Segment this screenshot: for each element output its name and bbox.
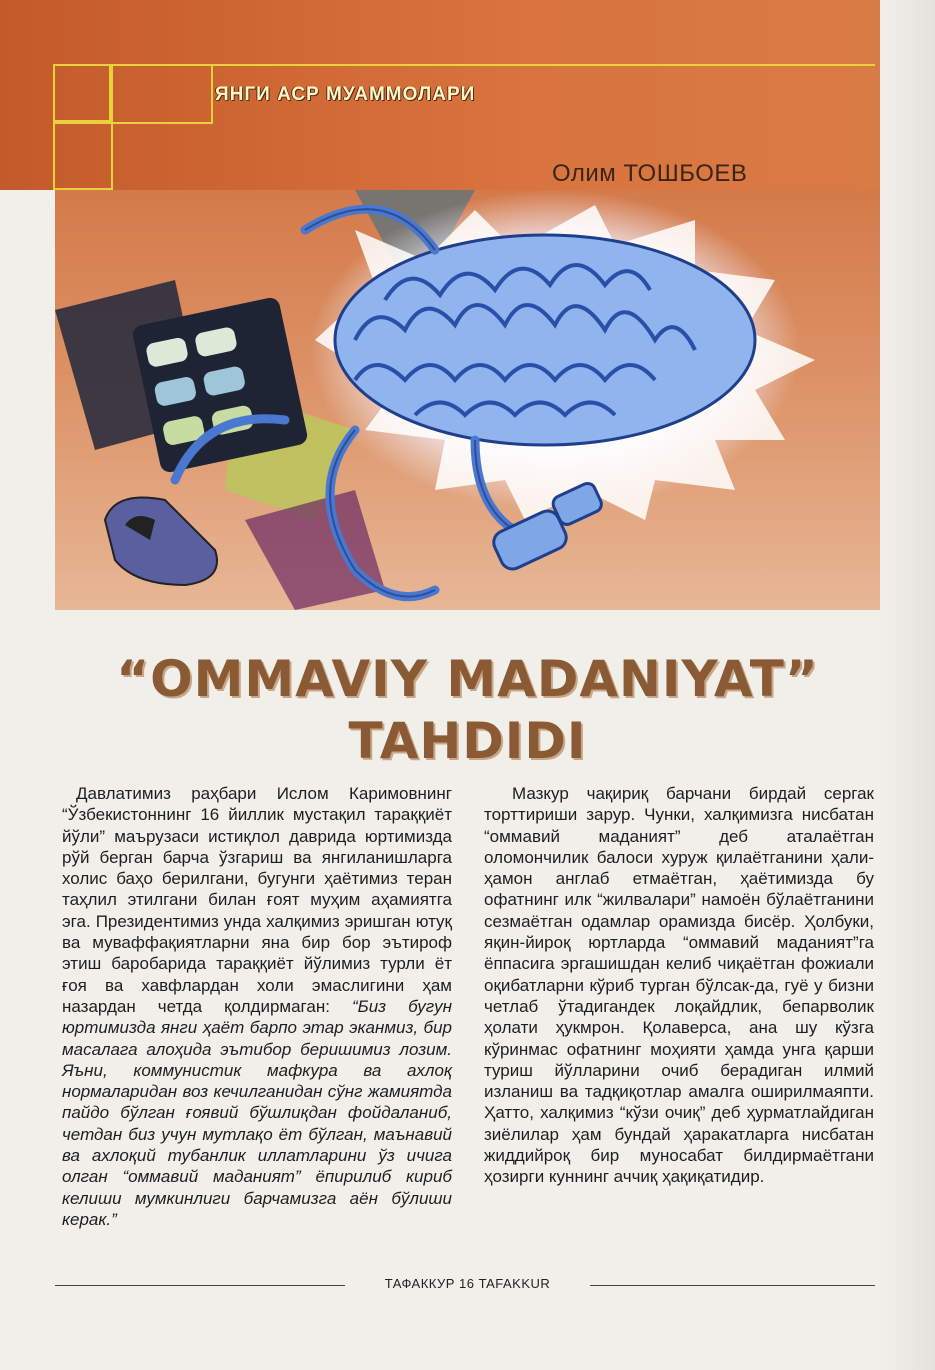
brain-cable-illustration xyxy=(55,190,880,610)
author-name: Олим ТОШБОЕВ xyxy=(552,160,748,187)
right-column-text: Мазкур чақириқ барчани бирдай сергак торттириши зарур. Чунки, халқимизга нисбатан “оммавий маданият” деб аталаётган оломончилик балоси хуруж қилаётганини ҳали-ҳамон англаб етмаётган, ҳаётимизда бу офатнинг илк “жилвалари” намоён бўлаётганини сезмаётган одамлар орамизда бисёр. Ҳолбуки, яқин-йироқ юртларда “оммавий маданият”га ёппасига эргашишдан келиб чиқаётган фожиали оқибатларни кўриб турган бўлсак-да, гуё у бизни четлаб ўтадигандек лоқайдлик, бепарволик ҳолати ҳукмрон. Қолаверса, ана шу кўзга кўринмас офатнинг моҳияти ҳамда унга қарши туриш йўлларини очиб берадиган илмий изланиш ва тадқиқотлар амалга оширилмаяпти. Ҳатто, халқимиз “кўзи очиқ” деб ҳурматлайдиган зиёлилар ҳам бундай ҳаракатларга нисбатан жиддийроқ бир муносабат билдирмаётгани ҳозирги куннинг аччиқ ҳақиқатидир. xyxy=(484,784,874,1187)
headline-line-1: “OMMAVIY MADANIYAT” xyxy=(116,650,819,708)
left-column xyxy=(62,783,452,1230)
footer-label: ТАФАККУР 16 TAFAKKUR xyxy=(384,1276,551,1291)
article-headline xyxy=(60,648,875,772)
headline-line-2: TAHDIDI xyxy=(348,712,587,770)
article-illustration xyxy=(55,190,880,610)
section-title: ЯНГИ АСР МУАММОЛАРИ xyxy=(215,84,476,105)
decor-square xyxy=(53,120,113,190)
decor-square xyxy=(109,64,213,124)
decor-square xyxy=(53,64,113,124)
right-column xyxy=(484,783,874,1188)
footer-rule-left xyxy=(55,1285,345,1286)
footer-rule-right xyxy=(590,1285,875,1286)
left-column-text: Давлатимиз раҳбари Ислом Каримовнинг “Ўзбекистоннинг 16 йиллик мустақил тараққиёт йўли” маърузаси истиқлол даврида юртимизда рўй берган барча ўзгариш ва янгиланишларга холис баҳо берилгани, бугунги ҳаётимиз теран таҳлил этилгани билан ғоят муҳим аҳамиятга эга. Президентимиз унда халқимиз эришган ютуқ ва муваффақиятларни яна бир бор эътироф этиш баробарида тараққиёт йўлимиз турли ёт ғоя ва хавфлардан холи эмаслигини ҳам назардан четда қолдирмаган: xyxy=(62,784,452,1016)
page-edge xyxy=(880,0,935,1370)
president-quote: “Биз бугун юртимизда янги ҳаёт барпо этар эканмиз, бир масалага алоҳида эътибор беришимиз лозим. Яъни, коммунистик мафкура ва ахлоқ нормаларидан воз кечилганидан сўнг жамиятда пайдо бўлган ғоявий бўшлиқдан фойдаланиб, четдан биз учун мутлақо ёт бўлган, маънавий ва ахлоқий тубанлик иллатларини ўз ичига олган “оммавий маданият” ёпирилиб кириб келиши мумкинлиги барчамизга аён бўлиши керак.” xyxy=(62,996,452,1229)
